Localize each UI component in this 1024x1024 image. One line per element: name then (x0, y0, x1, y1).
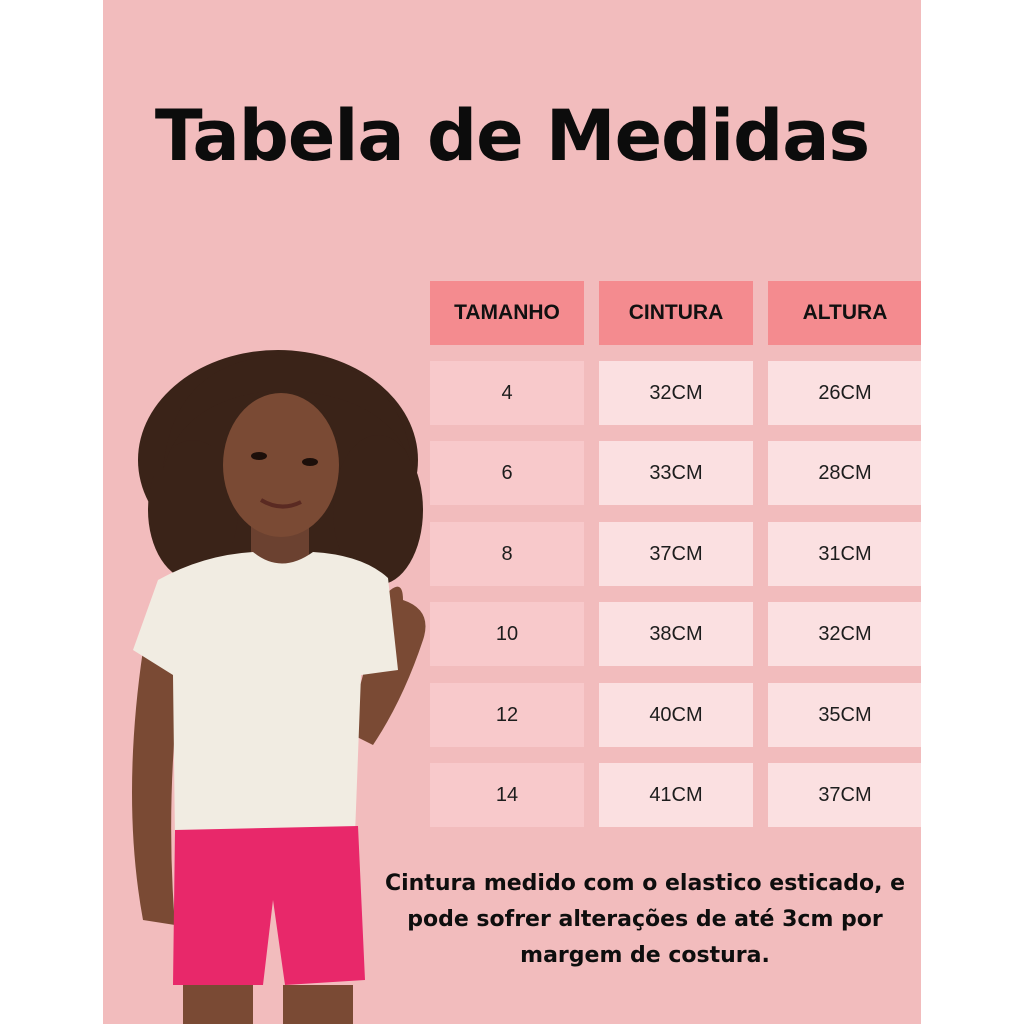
cell-height: 31CM (768, 522, 921, 586)
column-header-height: ALTURA (768, 281, 921, 345)
cell-waist: 32CM (599, 361, 753, 425)
cell-height: 37CM (768, 763, 921, 827)
column-header-size: TAMANHO (430, 281, 584, 345)
note-line: Cintura medido com o elastico esticado, e (384, 871, 906, 896)
note-line: margem de costura. (520, 943, 770, 968)
cell-waist: 38CM (599, 602, 753, 666)
cell-size: 14 (430, 763, 584, 827)
cell-size: 8 (430, 522, 584, 586)
page-title: Tabela de Medidas (154, 95, 870, 177)
cell-waist: 41CM (599, 763, 753, 827)
cell-height: 26CM (768, 361, 921, 425)
measurement-note (365, 866, 921, 974)
column-header-waist: CINTURA (599, 281, 753, 345)
cell-height: 32CM (768, 602, 921, 666)
size-chart-poster (103, 0, 921, 1024)
cell-size: 10 (430, 602, 584, 666)
cell-height: 28CM (768, 441, 921, 505)
cell-waist: 37CM (599, 522, 753, 586)
cell-size: 6 (430, 441, 584, 505)
note-line: pode sofrer alterações de até 3cm por (407, 907, 883, 932)
cell-waist: 33CM (599, 441, 753, 505)
cell-waist: 40CM (599, 683, 753, 747)
cell-size: 12 (430, 683, 584, 747)
cell-size: 4 (430, 361, 584, 425)
cell-height: 35CM (768, 683, 921, 747)
